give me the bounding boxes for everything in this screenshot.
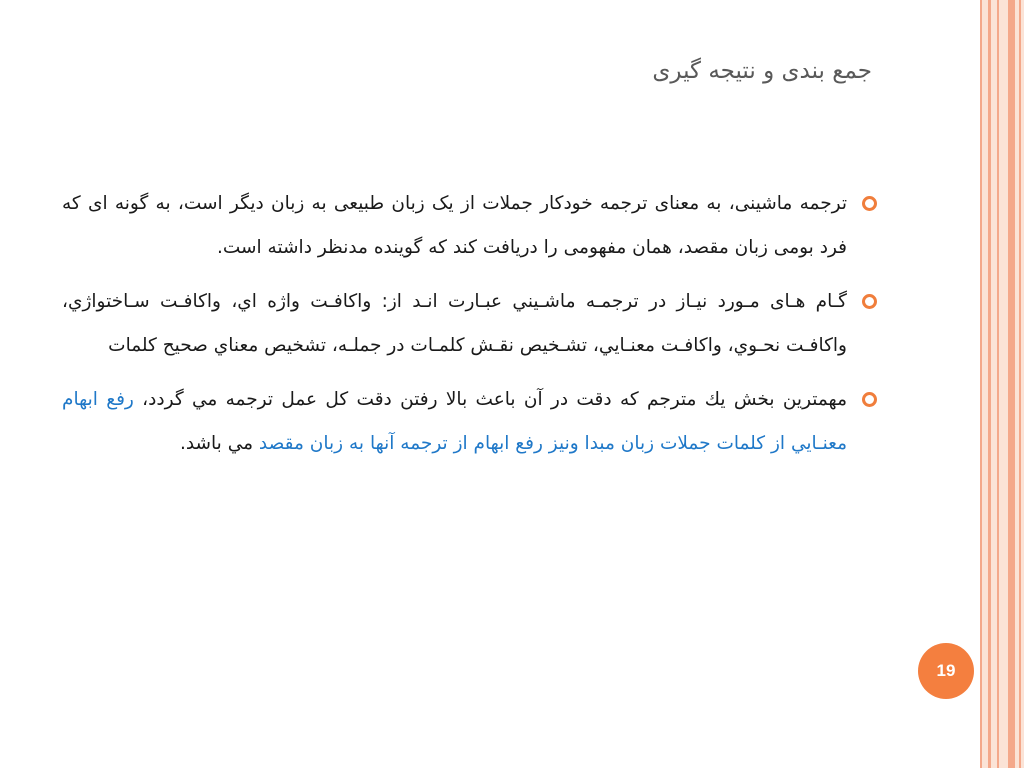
decorative-stripe-background — [980, 0, 1024, 768]
bullet-circle-icon — [862, 392, 877, 407]
bullet-text: مهمترين بخش يك مترجم كه دقت در آن باعث بالا رفتن دقت كل عمل ترجمه مي گردد، — [133, 389, 847, 410]
decorative-stripe — [988, 0, 991, 768]
bullet-text: گـام هـای مـورد نیـاز در ترجمـه ماشـيني عبـارت انـد از: واکافـت واژه اي، واکافـت سـاختواژي، واکافـت نحـوي، واکافـت معنـايي، تشـخيص نقـش کلمـات در جملـه، تشخيص معناي صحيح کلمات — [62, 291, 847, 356]
bullet-list — [62, 182, 877, 476]
decorative-stripe — [1008, 0, 1015, 768]
bullet-item — [62, 182, 877, 270]
highlighted-text: رفع ابهام معنـايي از کلمات جملات زبان مبدا ونيز رفع ابهام از ترجمه آنها به زبان مقصد — [62, 389, 847, 454]
bullet-item — [62, 280, 877, 368]
bullet-text: مي باشد. — [179, 433, 259, 454]
decorative-stripe — [1019, 0, 1021, 768]
slide-title: جمع بندی و نتیجه گیری — [652, 58, 872, 84]
page-number: 19 — [936, 661, 956, 680]
decorative-stripe — [980, 0, 982, 768]
bullet-circle-icon — [862, 294, 877, 309]
decorative-stripe — [997, 0, 999, 768]
page-number-badge — [918, 643, 974, 699]
bullet-text: ترجمه ماشینی، به معنای ترجمه خودکار جملات از یک زبان طبیعی به زبان دیگر است، به گونه ای که فرد بومی زبان مقصد، همان مفهومی را دریافت کند که گوینده مدنظر داشته است. — [62, 193, 847, 258]
bullet-item — [62, 378, 877, 466]
bullet-circle-icon — [862, 196, 877, 211]
